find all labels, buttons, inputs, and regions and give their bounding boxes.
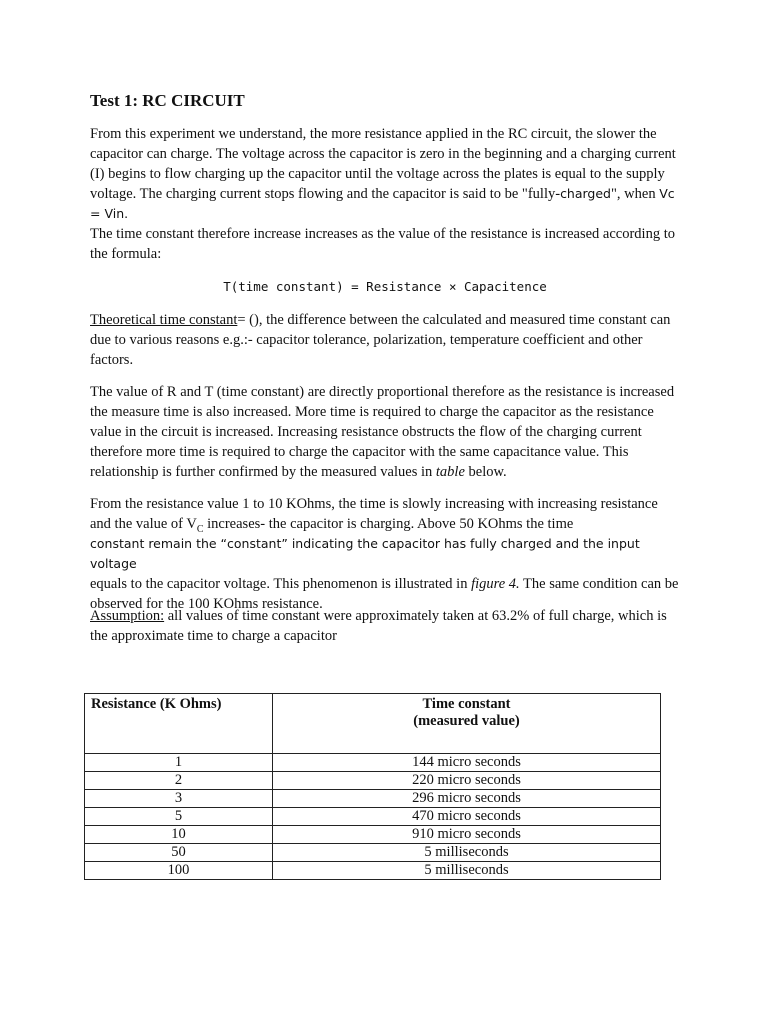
time-constant-cell: 220 micro seconds xyxy=(273,772,661,790)
assumption-label: Assumption: xyxy=(90,608,165,624)
resistance-cell: 3 xyxy=(85,790,273,808)
formula: T(time constant) = Resistance × Capacitence xyxy=(223,279,547,294)
resistance-cell: 1 xyxy=(85,754,273,772)
resistance-cell: 5 xyxy=(85,808,273,826)
table-row xyxy=(85,808,661,826)
paragraph-proportional: The value of R and T (time constant) are directly proportional therefore as the resistance is increased the measure time is also increased. More time is required to charge the capacitor as the resistance value in the circuit is increased. Increasing resistance obstructs the flow of the charging current therefore more time is required to charge the capacitor with the same capacitance value. This relationship is further confirmed by the measured values in table below. xyxy=(90,384,675,480)
time-constant-cell: 910 micro seconds xyxy=(273,826,661,844)
table-row xyxy=(85,754,661,772)
header-resistance: Resistance (K Ohms) xyxy=(85,694,273,754)
time-constant-cell: 144 micro seconds xyxy=(273,754,661,772)
time-constant-table xyxy=(84,693,661,880)
table-row xyxy=(85,844,661,862)
header-time-constant: Time constant (measured value) xyxy=(273,694,661,754)
paragraph-formula-intro: The time constant therefore increase increases as the value of the resistance is increased according to the formula: xyxy=(90,226,675,262)
page-title: Test 1: RC CIRCUIT xyxy=(90,91,245,110)
paragraph-assumption: Assumption: all values of time constant were approximately taken at 63.2% of full charge, which is the approximate time to charge a capacitor xyxy=(90,608,667,644)
resistance-cell: 100 xyxy=(85,862,273,880)
time-constant-cell: 5 milliseconds xyxy=(273,844,661,862)
paragraph-theoretical: Theoretical time constant= (), the difference between the calculated and measured time constant can due to various reasons e.g.:- capacitor tolerance, polarization, temperature coefficient and other factors. xyxy=(90,312,671,368)
table-row xyxy=(85,790,661,808)
time-constant-cell: 296 micro seconds xyxy=(273,790,661,808)
resistance-cell: 10 xyxy=(85,826,273,844)
table-row xyxy=(85,772,661,790)
time-constant-cell: 470 micro seconds xyxy=(273,808,661,826)
theoretical-label: Theoretical time constant xyxy=(90,312,238,328)
paragraph-observation: From the resistance value 1 to 10 KOhms, the time is slowly increasing with increasing resistance and the value of $V_C$ increases- the capacitor is charging. Above 50 KOhms the time constant remain the “constant” indicating the capacitor has fully charged and the input voltage equals to the capacitor voltage. This phenomenon is illustrated in figure 4. The same condition can be observed for the 100 KOhms resistance. xyxy=(90,496,679,612)
time-constant-cell: 5 milliseconds xyxy=(273,862,661,880)
table-row xyxy=(85,862,661,880)
resistance-cell: 2 xyxy=(85,772,273,790)
paragraph-intro: From this experiment we understand, the more resistance applied in the RC circuit, the slower the capacitor can charge. The voltage across the capacitor is zero in the beginning and a charging current (I) begins to flow charging up the capacitor until the voltage across the plates is equal to the supply voltage. The charging current stops flowing and the capacitor is said to be "fully-charged", when Vc = Vin. The time constant therefore increase increases as the value of the resistance is increased according to the formula: xyxy=(90,126,676,262)
table-row xyxy=(85,826,661,844)
table-header-row xyxy=(85,694,661,754)
resistance-cell: 50 xyxy=(85,844,273,862)
